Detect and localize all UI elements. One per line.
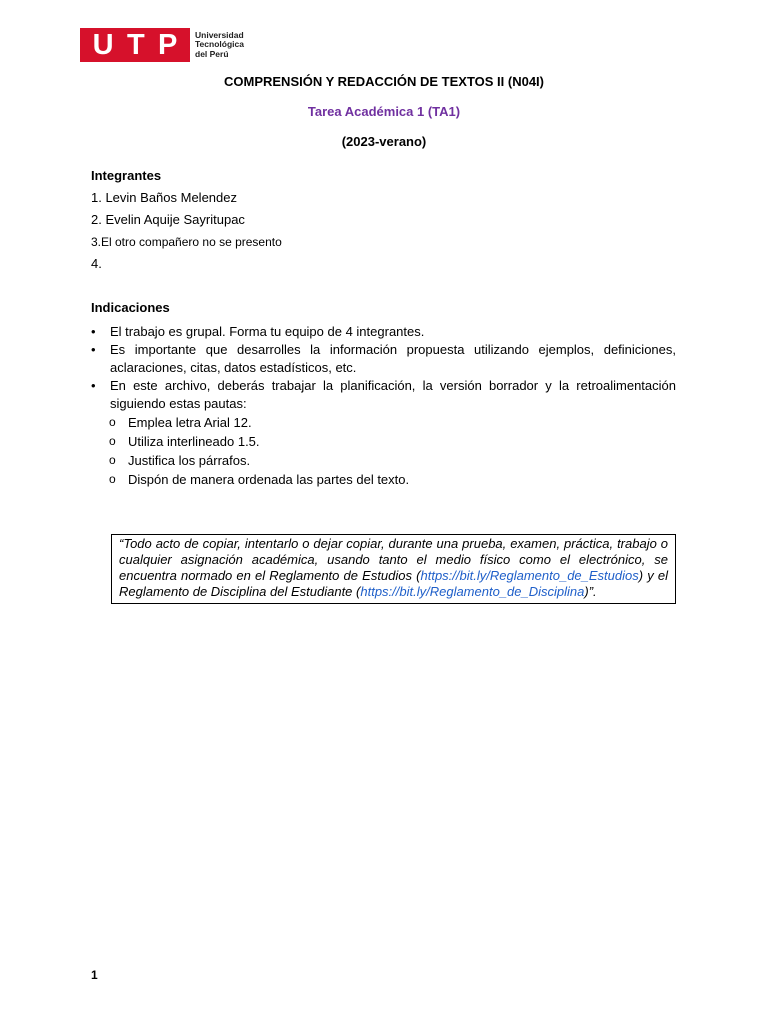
document-subtitle: Tarea Académica 1 (TA1) (307, 104, 461, 119)
sub-bullet-item (109, 432, 676, 451)
document-title: COMPRENSIÓN Y REDACCIÓN DE TEXTOS II (N04I) (224, 74, 544, 89)
logo-text-line: Universidad (195, 29, 244, 40)
academic-integrity-notice (111, 534, 676, 604)
sub-bullet-text: Justifica los párrafos. (128, 453, 251, 468)
bullet-dot-icon: • (91, 378, 96, 393)
member-item: 3.El otro compañero no se presento (91, 235, 282, 249)
sub-bullet-text: Utiliza interlineado 1.5. (128, 434, 260, 449)
bullet-item (91, 341, 676, 377)
document-period: (2023-verano) (341, 134, 427, 149)
bullet-item (91, 323, 676, 341)
logo-text-line: Tecnológica (195, 39, 244, 50)
indicaciones-list (91, 323, 676, 489)
notice-text: “Todo acto de copiar, intentarlo o dejar copiar, durante una prueba, examen, práctica, trabajo o cualquier asignación académica, usando tanto el medio físico como el electrónico, se encuentra normado en el Reglamento de Estudios ( (119, 536, 668, 583)
sub-bullet-item (109, 413, 676, 432)
sub-bullet-item (109, 470, 676, 489)
bullet-item (91, 377, 676, 413)
logo-mark (80, 28, 190, 62)
bullet-text: En este archivo, deberás trabajar la planificación, la versión borrador y la retroalimentación siguiendo estas pautas: (110, 378, 676, 411)
utp-logo (80, 28, 244, 62)
bullet-dot-icon: • (91, 342, 96, 357)
notice-text: ) y el Reglamento de Disciplina del Estudiante ( (119, 568, 668, 599)
members-list (91, 190, 282, 278)
notice-text: )”. (584, 584, 597, 599)
circle-bullet-icon: o (109, 453, 116, 467)
bullet-text: Es importante que desarrolles la información propuesta utilizando ejemplos, definiciones, aclaraciones, citas, datos estadísticos, etc. (110, 342, 676, 375)
logo-text-line: del Perú (195, 48, 229, 59)
bullet-dot-icon: • (91, 324, 96, 339)
member-item: 1. Levin Baños Melendez (91, 190, 237, 205)
logo-wordmark (195, 31, 244, 60)
circle-bullet-icon: o (109, 434, 116, 448)
circle-bullet-icon: o (109, 472, 116, 486)
member-item: 2. Evelin Aquije Sayritupac (91, 212, 245, 227)
integrantes-heading: Integrantes (91, 168, 162, 183)
page-number: 1 (91, 968, 98, 982)
sub-bullet-text: Emplea letra Arial 12. (128, 415, 252, 430)
reglamento-disciplina-link[interactable]: https://bit.ly/Reglamento_de_Disciplina (360, 584, 585, 599)
logo-letter-t: T (126, 29, 145, 61)
circle-bullet-icon: o (109, 415, 116, 429)
logo-letter-u: U (92, 29, 114, 61)
sub-bullet-item (109, 451, 676, 470)
reglamento-estudios-link[interactable]: https://bit.ly/Reglamento_de_Estudios (420, 568, 639, 583)
bullet-text: El trabajo es grupal. Forma tu equipo de 4 integrantes. (110, 324, 425, 339)
logo-letter-p: P (157, 29, 178, 61)
sub-bullet-text: Dispón de manera ordenada las partes del texto. (128, 472, 410, 487)
member-item: 4. (91, 256, 102, 271)
indicaciones-heading: Indicaciones (91, 300, 170, 315)
